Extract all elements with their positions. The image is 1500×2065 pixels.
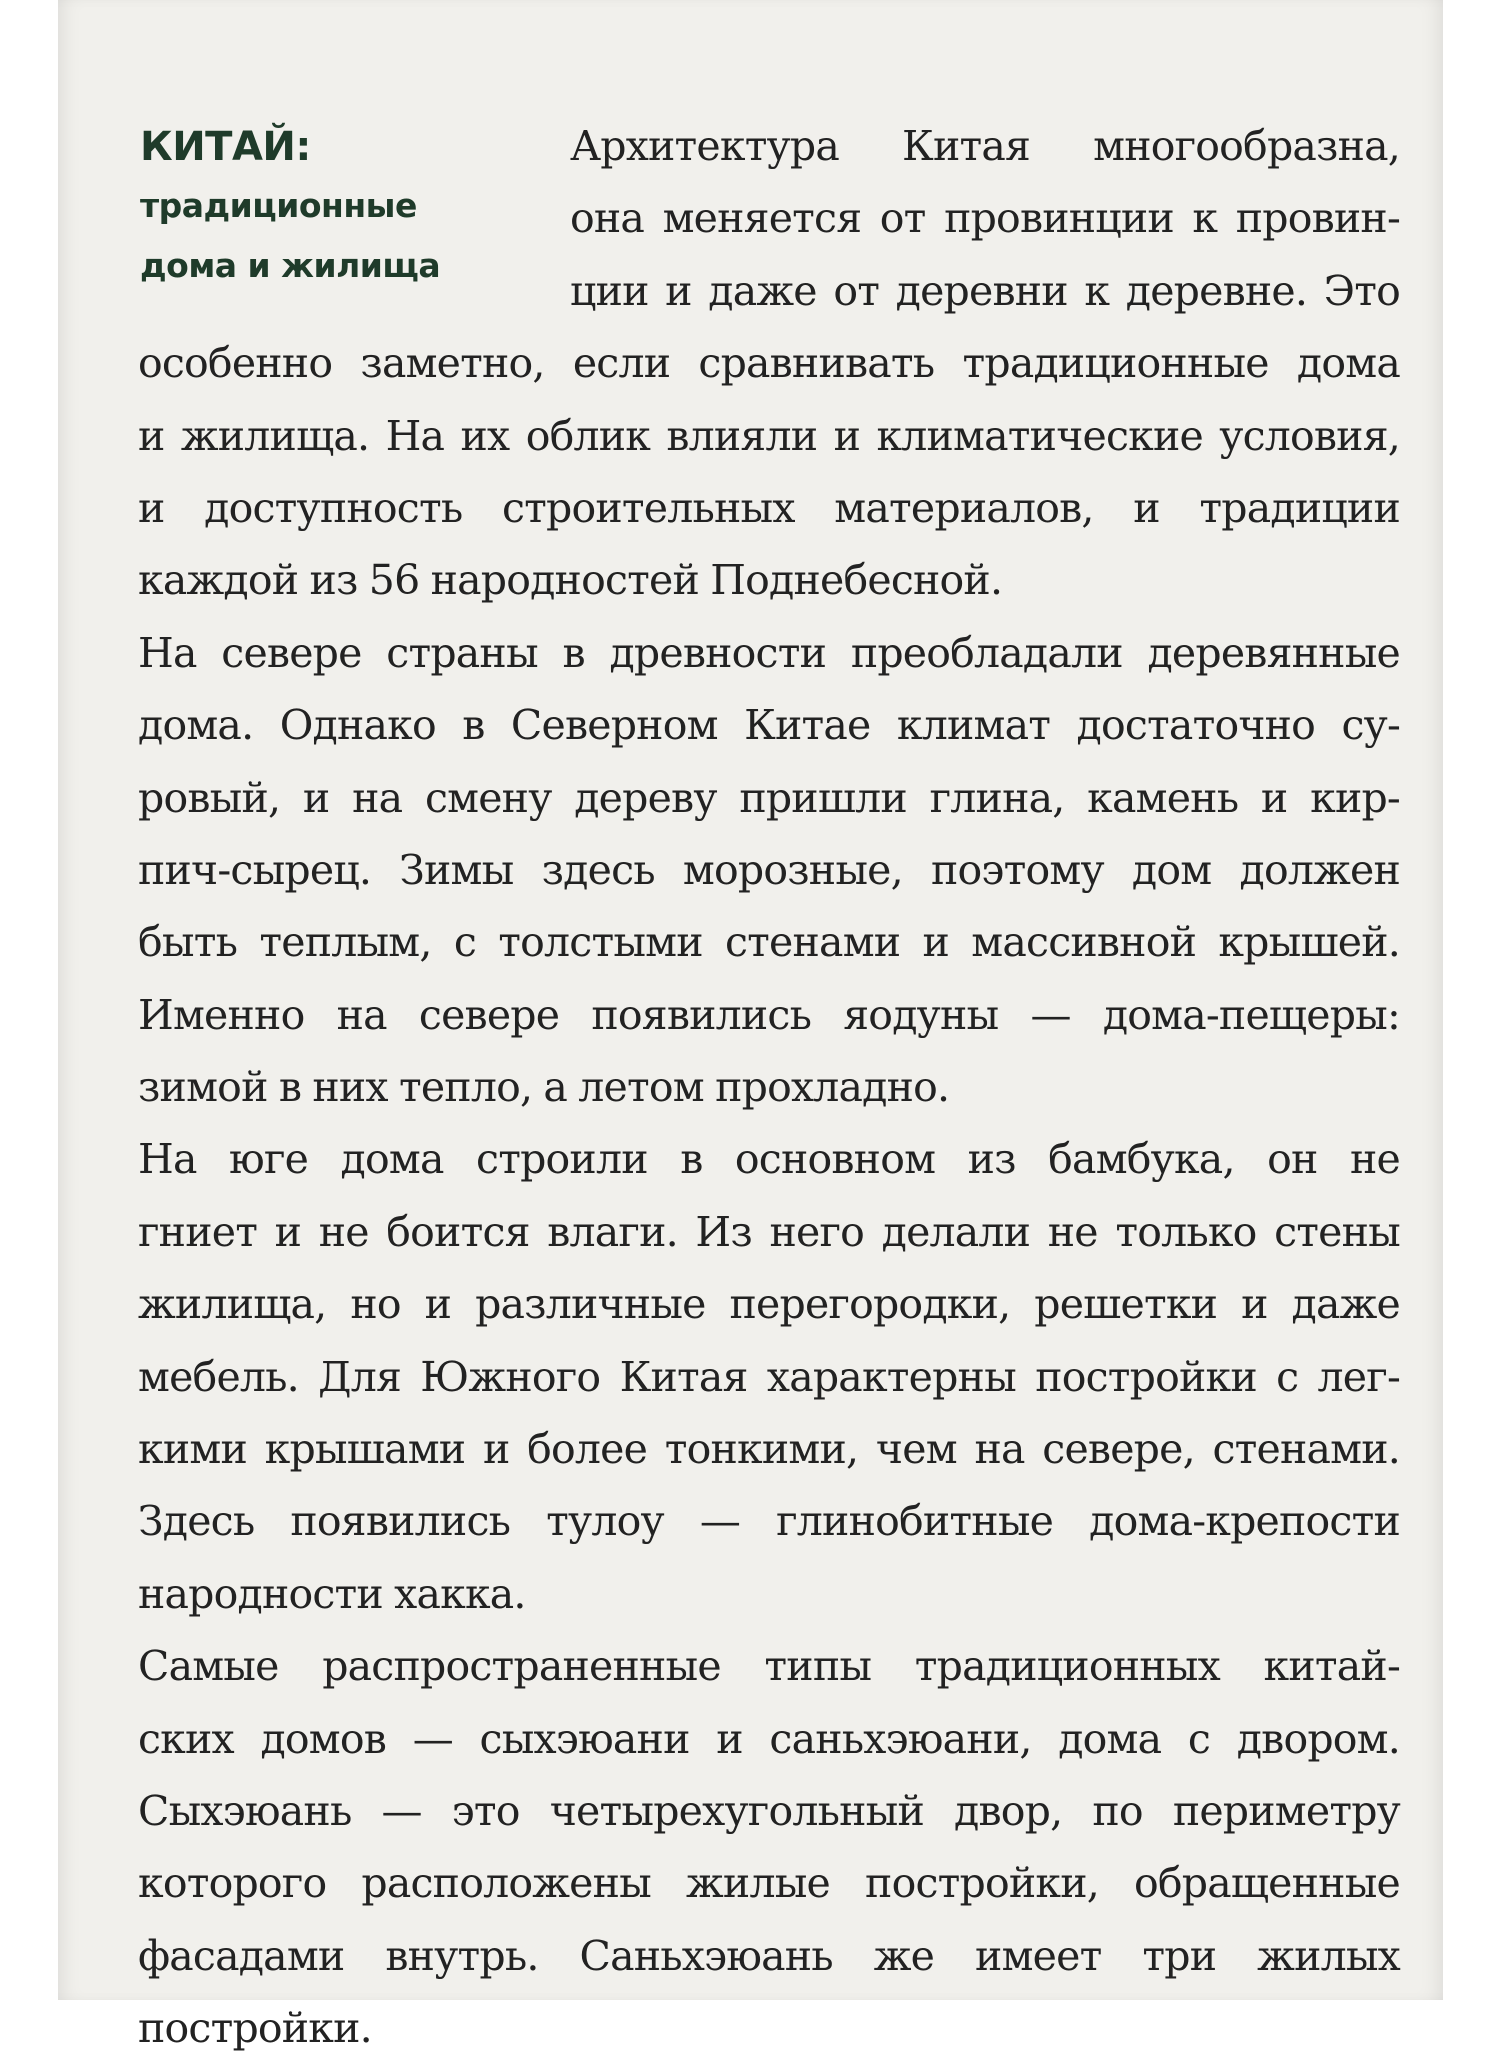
text-line: кими крышами и более тонкими, чем на севере, стенами.	[138, 1425, 1400, 1474]
text-line: ровый, и на смену дереву пришли глина, камень и кир-	[138, 773, 1400, 822]
text-line: Здесь появились тулоу — глинобитные дома-крепости	[138, 1497, 1400, 1546]
text-line: Именно на севере появились яодуны — дома-пещеры:	[138, 990, 1400, 1039]
text-line: и доступность строительных материалов, и традиции	[138, 483, 1400, 532]
text-line: которого расположены жилые постройки, обращенные	[138, 1859, 1400, 1908]
text-line: постройки.	[138, 2004, 372, 2053]
heading-title: КИТАЙ:	[140, 124, 311, 170]
text-line: Сыхэюань — это четырехугольный двор, по периметру	[138, 1786, 1400, 1835]
text-line: мебель. Для Южного Китая характерны постройки с лег-	[138, 1352, 1400, 1401]
text-line: каждой из 56 народностей Поднебесной.	[138, 556, 1003, 605]
heading-subtitle-line-2: дома и жилища	[140, 246, 441, 285]
heading-subtitle-line-1: традиционные	[140, 186, 417, 225]
text-line: Архитектура Китая многообразна,	[570, 122, 1400, 170]
text-line: На севере страны в древности преобладали деревянные	[138, 628, 1400, 677]
text-line: пич-сырец. Зимы здесь морозные, поэтому дом должен	[138, 845, 1400, 894]
text-line: зимой в них тепло, а летом прохладно.	[138, 1063, 950, 1112]
text-line: гниет и не боится влаги. Из него делали не только стены	[138, 1207, 1400, 1256]
text-line: ских домов — сыхэюани и саньхэюани, дома с двором.	[138, 1714, 1400, 1763]
text-line: народности хакка.	[138, 1569, 526, 1618]
text-line: и жилища. На их облик влияли и климатические условия,	[138, 411, 1400, 460]
text-line: дома. Однако в Северном Китае климат достаточно су-	[138, 701, 1400, 750]
article-body	[138, 110, 1400, 2065]
text-line: Самые распространенные типы традиционных китай-	[138, 1642, 1400, 1691]
text-line: быть теплым, с толстыми стенами и массивной крышей.	[138, 918, 1400, 967]
text-line: особенно заметно, если сравнивать традиционные дома	[138, 339, 1400, 388]
text-line: фасадами внутрь. Саньхэюань же имеет три жилых	[138, 1931, 1400, 1980]
text-line: На юге дома строили в основном из бамбука, он не	[138, 1135, 1400, 1184]
text-line: жилища, но и различные перегородки, решетки и даже	[138, 1280, 1400, 1329]
text-line: она меняется от провинции к провин-	[570, 194, 1400, 243]
text-line: ции и даже от деревни к деревне. Это	[570, 266, 1400, 315]
